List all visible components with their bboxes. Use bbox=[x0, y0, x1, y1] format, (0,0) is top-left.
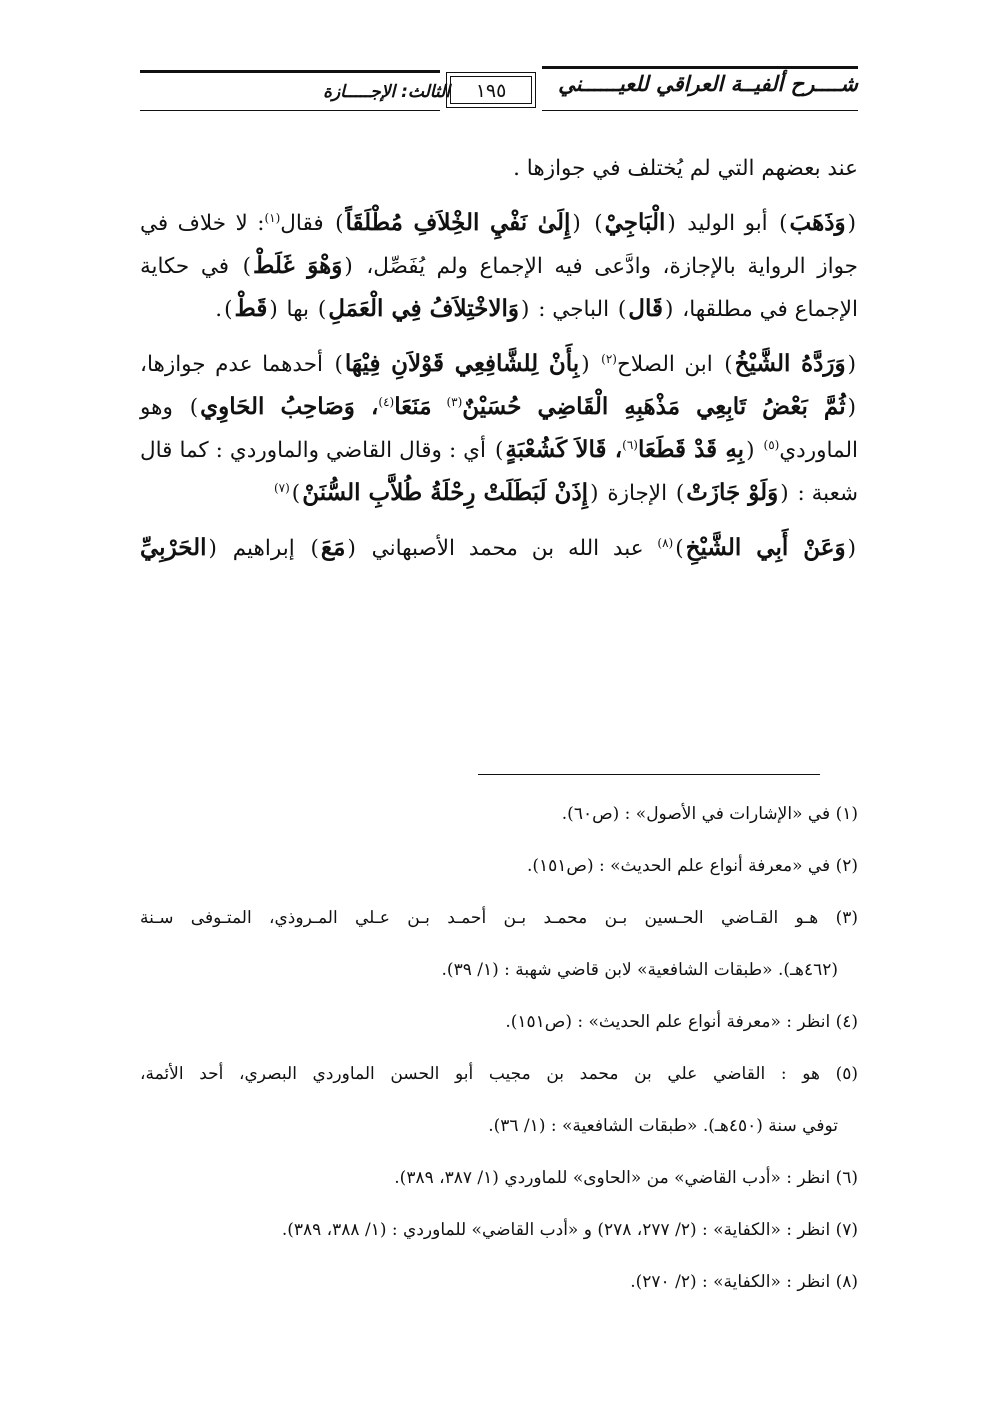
matn-text: مَعَ bbox=[320, 534, 346, 561]
footnote-1: (١) في «الإشارات في الأصول» : (ص٦٠). bbox=[561, 804, 858, 824]
footnote-5: (٥) هو : القاضي علي بن محمد بن مجيب أبو الحسن الماوردي البصري، أحد الأئمة، bbox=[140, 1064, 858, 1084]
matn-text: مَنَعَا bbox=[394, 393, 432, 420]
running-book-title: شــــرح ألفيــة العراقي للعيــــــني bbox=[558, 72, 858, 96]
page-header bbox=[140, 66, 858, 118]
header-rule-top-right bbox=[542, 66, 858, 69]
footnote-ref: (٤) bbox=[378, 394, 395, 409]
text-run: أي : وقال القاضي والماوردي : كما قال شعبة : bbox=[140, 438, 858, 506]
footnote-ref: (٣) bbox=[446, 394, 463, 409]
matn-text: ، وَصَاحِبُ الحَاوِي bbox=[200, 393, 379, 420]
main-text bbox=[140, 148, 858, 582]
footnote-ref: (٨) bbox=[657, 535, 674, 550]
matn-text: وَالاخْتِلاَفُ فِي الْعَمَلِ bbox=[328, 295, 519, 322]
matn-text: قَطْ bbox=[234, 295, 268, 322]
text-run: الإجازة bbox=[607, 481, 668, 506]
matn-text: إِلَىٰ نَفْيِ الخِْلاَفِ مُطْلَقَاً bbox=[345, 209, 571, 236]
matn-text: وَرَدَّهُ الشَّيْخُ bbox=[734, 350, 846, 377]
text-run: أحدهما عدم جوازها، bbox=[140, 352, 323, 377]
matn-text: وَلَوْ جَازَتْ bbox=[686, 479, 779, 506]
footnote-ref: (٦) bbox=[622, 437, 638, 452]
footnote-3-continued: (٤٦٢هـ). «طبقات الشافعية» لابن قاضي شهبة : (١/ ٣٩). bbox=[441, 960, 838, 980]
header-rule-top-left bbox=[140, 70, 440, 73]
text-run: أبو الوليد bbox=[687, 211, 768, 236]
footnote-ref: (١) bbox=[264, 210, 281, 225]
matn-text: وَذَهَبَ bbox=[789, 209, 846, 236]
matn-text: ثُمَّ بَعْضُ تَابِعِي مَذْهَبِهِ الْقَاضِي حُسَيْنٌ bbox=[462, 393, 846, 420]
footnote-7: (٧) انظر : «الكفاية» : (٢/ ٢٧٧، ٢٧٨) و «أدب القاضي» للماوردي : (١/ ٣٨٨، ٣٨٩). bbox=[281, 1220, 858, 1240]
footnote-ref: (٧) bbox=[273, 480, 290, 495]
text-run: فقال bbox=[280, 211, 324, 236]
footnotes bbox=[140, 788, 858, 1308]
matn-text: وَعَنْ أَبِي الشَّيْخِ bbox=[685, 534, 846, 561]
text-run: عبد الله بن محمد الأصبهاني bbox=[371, 536, 644, 561]
footnote-ref: (٥) bbox=[763, 437, 780, 452]
text-run: ابن الصلاح bbox=[616, 352, 713, 377]
matn-text: الْبَاجِيْ bbox=[604, 209, 666, 236]
matn-text: وَهْوَ غَلَطْ bbox=[253, 252, 343, 279]
text-run: في حكاية الإجماع في مطلقها، bbox=[140, 254, 858, 322]
footnote-8: (٨) انظر : «الكفاية» : (٢/ ٢٧٠). bbox=[630, 1272, 858, 1292]
matn-text: بِهِ قَدْ قَطَعَا bbox=[637, 436, 745, 463]
page-number-box bbox=[446, 72, 536, 108]
matn-text: إِذَنْ لَبَطَلَتْ رِحْلَةُ طُلاَّبِ السُّنَنْ bbox=[302, 479, 589, 506]
footnote-3: (٣) هـو القـاضي الحـسين بـن محمـد بـن أحمـد بـن عـلي المـروذي، المتـوفى سـنة bbox=[140, 908, 858, 928]
text-run: عند بعضهم التي لم يُختلف في جوازها . bbox=[513, 156, 858, 181]
matn-text: بِأَنْ لِلشَّافِعِي قَوْلاَنِ فِيْهَا bbox=[344, 350, 580, 377]
header-rule-bottom-left bbox=[140, 110, 440, 111]
footnote-5-continued: توفي سنة (٤٥٠هـ). «طبقات الشافعية» : (١/ ٣٦). bbox=[488, 1116, 838, 1136]
text-run: إبراهيم bbox=[232, 536, 295, 561]
footnote-ref: (٢) bbox=[601, 351, 617, 366]
footnote-4: (٤) انظر : «معرفة أنواع علم الحديث» : (ص١٥١). bbox=[505, 1012, 858, 1032]
running-chapter-title: الثالث: الإجـــــازة bbox=[323, 82, 450, 102]
footnote-6: (٦) انظر : «أدب القاضي» من «الحاوى» للماوردي (١/ ٣٨٧، ٣٨٩). bbox=[394, 1168, 858, 1188]
page-number: ١٩٥ bbox=[450, 76, 532, 104]
matn-text: الحَرْبِيِّ bbox=[140, 534, 207, 561]
footnote-separator bbox=[478, 774, 820, 775]
text-run: : لا خلاف في جواز الرواية بالإجازة، وادَّعى فيه الإجماع ولم يُفَصِّل، bbox=[140, 211, 858, 279]
text-run: الباجي : bbox=[538, 297, 610, 322]
paragraph-2: (وَذَهَبَ) أبو الوليد (الْبَاجِيْ) (إِلَىٰ نَفْيِ الخِْلاَفِ مُطْلَقَاً) فقال$^{(١)}$: لا خلاف في جواز الرواية بالإجازة، وادَّعى فيه الإجماع ولم يُفَصِّل، (وَهْوَ غَلَطْ) في حكاية الإجماع في مطلقها، (قَال) الباجي : (وَالاخْتِلاَفُ فِي الْعَمَلِ) بها (قَطْ). bbox=[140, 209, 858, 322]
paragraph-4: (وَعَنْ أَبِي الشَّيْخِ)$^{(٨)}$ عبد الله بن محمد الأصبهاني (مَعَ) إبراهيم (الحَرْبِيِّ bbox=[140, 534, 856, 561]
matn-text: ، قَالاَ كَشُعْبَةٍ bbox=[505, 436, 623, 463]
matn-text: قَال bbox=[628, 295, 664, 322]
paragraph-3: (وَرَدَّهُ الشَّيْخُ) ابن الصلاح$^{(٢)}$ (بِأَنْ لِلشَّافِعِي قَوْلاَنِ فِيْهَا) أحدهما عدم جوازها، (ثُمَّ بَعْضُ تَابِعِي مَذْهَبِهِ الْقَاضِي حُسَيْنٌ$^{(٣)}$ مَنَعَا$^{(٤)}$، وَصَاحِبُ الحَاوِي) وهو الماوردي$^{(٥)}$ (بِهِ قَدْ قَطَعَا$^{(٦)}$، قَالاَ كَشُعْبَةٍ) أي : وقال القاضي والماوردي : كما قال شعبة : (وَلَوْ جَازَتْ) الإجازة (إِذَنْ لَبَطَلَتْ رِحْلَةُ طُلاَّبِ السُّنَنْ)$^{(٧)}$ bbox=[140, 350, 859, 506]
text-run: وهو الماوردي bbox=[140, 395, 859, 463]
paragraph-1 bbox=[140, 148, 858, 190]
footnote-2: (٢) في «معرفة أنواع علم الحديث» : (ص١٥١). bbox=[526, 856, 858, 876]
header-rule-bottom-right bbox=[542, 110, 858, 111]
text-run: بها bbox=[286, 297, 309, 322]
